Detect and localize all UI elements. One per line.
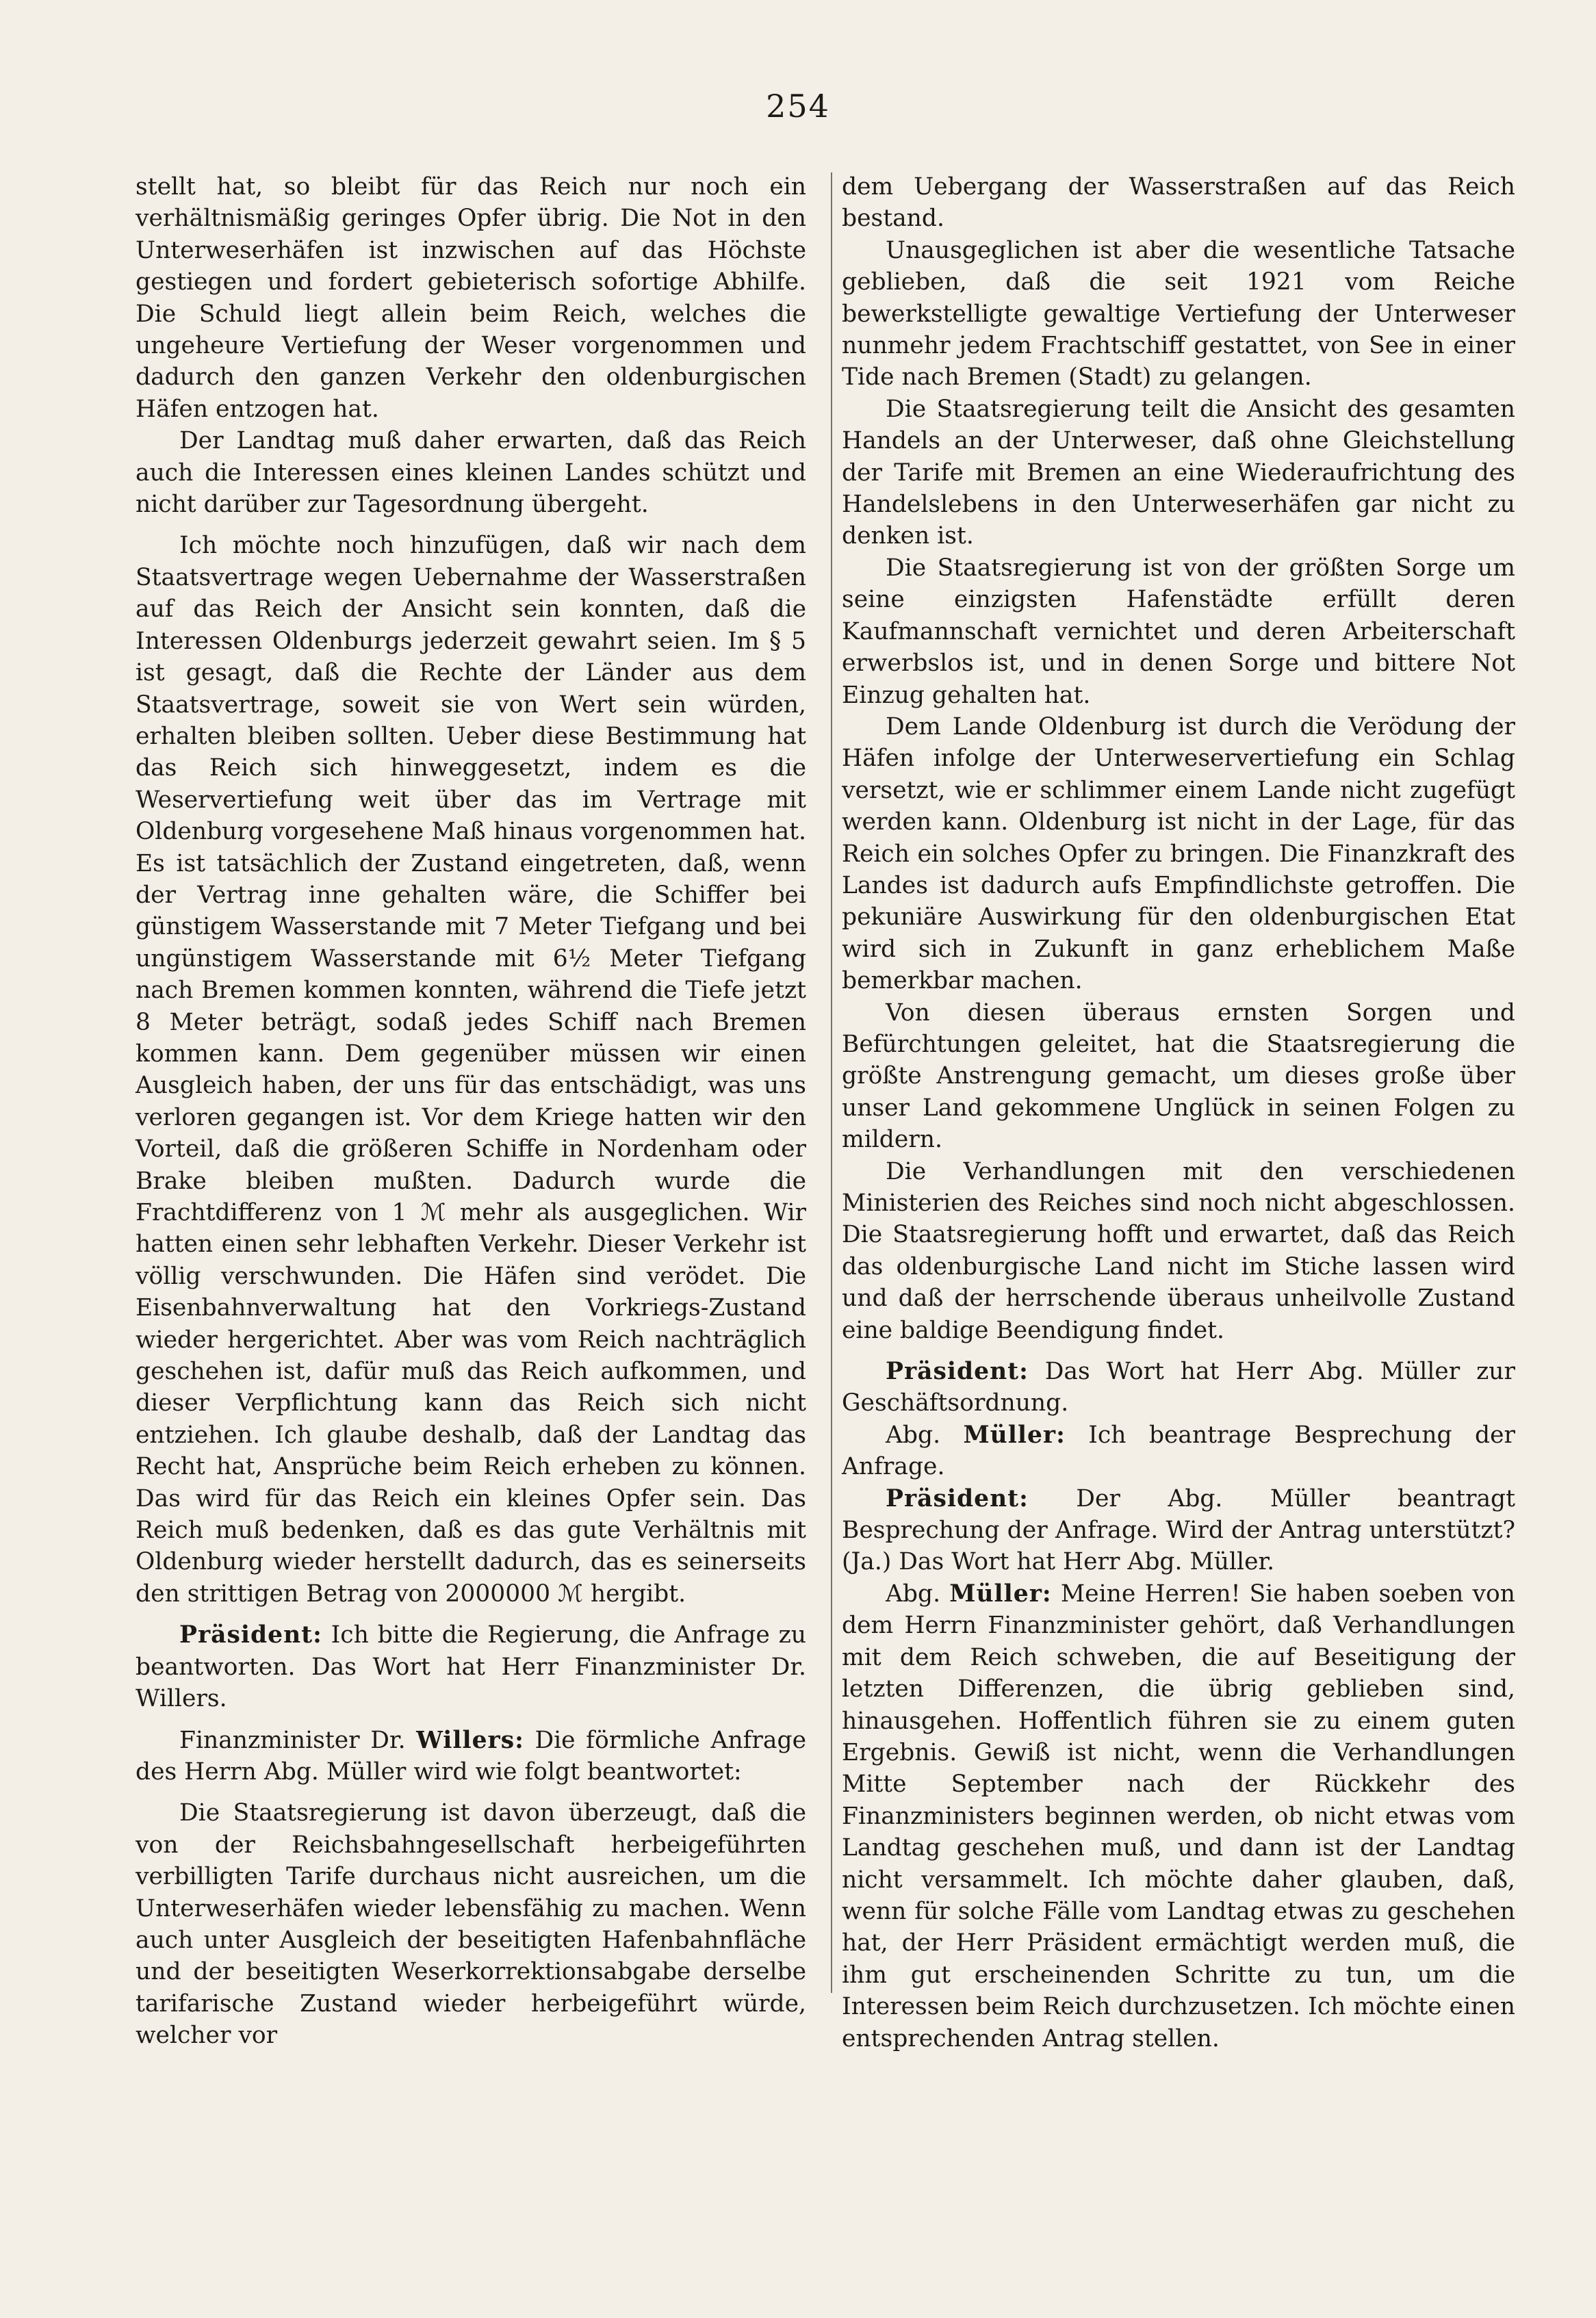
paragraph-text: Ich beantrage Besprechung der Anfrage. — [842, 1421, 1515, 1481]
paragraph — [136, 425, 806, 520]
paragraph — [136, 171, 806, 425]
paragraph-text: Die Verhandlungen mit den verschiedenen Ministerien des Reiches sind noch nicht abgeschlossen. Die Staatsregierung hofft und erwartet, daß das Reich das oldenburgische Land nicht im Stiche lassen wird und daß der herrschende überaus unheilvolle Zustand eine baldige Beendigung findet. — [842, 1157, 1515, 1344]
speaker-name: Müller: — [963, 1421, 1066, 1449]
paragraph-text: Von diesen überaus ernsten Sorgen und Befürchtungen geleitet, hat die Staatsregierung die größte Anstrengung gemacht, um dieses große über unser Land gekommene Unglück in seinen Folgen zu mildern. — [842, 999, 1515, 1154]
paragraph-text: Ich möchte noch hinzufügen, daß wir nach dem Staatsvertrage wegen Uebernahme der Wasserstraßen auf das Reich der Ansicht sein konnten, daß die Interessen Oldenburgs jederzeit gewahrt seien. Im § 5 ist gesagt, daß die Rechte der Länder aus dem Staatsvertrage, soweit sie von Wert sein würden, erhalten bleiben sollten. Ueber diese Bestimmung hat das Reich sich hinweggesetzt, indem es die Weservertiefung weit über das im Vertrage mit Oldenburg vorgesehene Maß hinaus vorgenommen hat. Es ist tatsächlich der Zustand eingetreten, daß, wenn der Vertrag inne gehalten wäre, die Schiffer bei günstigem Wasserstande mit 7 Meter Tiefgang und bei ungünstigem Wasserstande mit 6½ Meter Tiefgang nach Bremen kommen konnten, während die Tiefe jetzt 8 Meter beträgt, sodaß jedes Schiff nach Bremen kommen kann. Dem gegenüber müssen wir einen Ausgleich haben, der uns für das entschädigt, was uns verloren gegangen ist. Vor dem Kriege hatten wir den Vorteil, daß die größeren Schiffe in Nordenham oder Brake bleiben mußten. Dadurch wurde die Frachtdifferenz von 1 ℳ mehr als ausgeglichen. Wir hatten einen sehr lebhaften Verkehr. Dieser Verkehr ist völlig verschwunden. Die Häfen sind verödet. Die Eisenbahnverwaltung hat den Vorkriegs-Zustand wieder hergerichtet. Aber was vom Reich nachträglich geschehen ist, dafür muß das Reich aufkommen, und dieser Verpflichtung kann das Reich sich nicht entziehen. Ich glaube deshalb, daß der Landtag das Recht hat, Ansprüche beim Reich erheben zu können. Das wird für das Reich ein kleines Opfer sein. Das Reich muß bedenken, daß es das gute Verhältnis mit Oldenburg wieder herstellt dadurch, das es seinerseits den strittigen Betrag von 2000000 ℳ hergibt. — [136, 532, 806, 1608]
speaker-prefix: Abg. — [886, 1580, 950, 1608]
paragraph-text: Die Staatsregierung ist davon überzeugt, daß die von der Reichsbahngesellschaft herbeigeführten verbilligten Tarife durchaus nicht ausreichen, um die Unterweserhäfen wieder lebensfähig zu machen. Wenn auch unter Ausgleich der beseitigten Hafenbahnfläche und der beseitigten Weserkorrektionsabgabe derselbe tarifarische Zustand wieder herbeigeführt würde, welcher vor — [136, 1799, 806, 2050]
right-column — [842, 171, 1515, 2055]
speaker-name: Willers: — [416, 1726, 524, 1754]
paragraph — [842, 1483, 1515, 1578]
speaker-prefix: Finanzminister Dr. — [179, 1726, 417, 1754]
paragraph — [842, 235, 1515, 394]
paragraph-text: Der Abg. Müller beantragt Besprechung der Anfrage. Wird der Antrag unterstützt? (Ja.) Das Wort hat Herr Abg. Müller. — [842, 1484, 1515, 1576]
paragraph — [842, 552, 1515, 711]
paragraph-text: Unausgeglichen ist aber die wesentliche Tatsache geblieben, daß die seit 1921 vom Reiche bewerkstelligte gewaltige Vertiefung der Unterweser nunmehr jedem Frachtschiff gestattet, von See in einer Tide nach Bremen (Stadt) zu gelangen. — [842, 236, 1515, 391]
paragraph-text: Die Staatsregierung teilt die Ansicht des gesamten Handels an der Unterweser, daß ohne Gleichstellung der Tarife mit Bremen an eine Wiederaufrichtung des Handelslebens in den Unterweserhäfen gar nicht zu denken ist. — [842, 395, 1515, 550]
left-column — [136, 171, 806, 2052]
paragraph-text: Das Wort hat Herr Abg. Müller zur Geschäftsordnung. — [842, 1358, 1515, 1417]
speaker-name: Präsident: — [886, 1358, 1029, 1386]
paragraph-text: stellt hat, so bleibt für das Reich nur noch ein verhältnismäßig geringes Opfer übrig. Die Not in den Unterweserhäfen ist inzwischen auf das Höchste gestiegen und fordert gebieterisch sofortige Abhilfe. Die Schuld liegt allein beim Reich, welches die ungeheure Vertiefung der Weser vorgenommen und dadurch den ganzen Verkehr den oldenburgischen Häfen entzogen hat. — [136, 173, 806, 423]
speaker-name: Präsident: — [886, 1484, 1029, 1512]
paragraph-text: Dem Lande Oldenburg ist durch die Verödung der Häfen infolge der Unterweservertiefung ein Schlag versetzt, wie er schlimmer einem Lande nicht zugefügt werden kann. Oldenburg ist nicht in der Lage, für das Reich ein solches Opfer zu bringen. Die Finanzkraft des Landes ist dadurch aufs Empfindlichste getroffen. Die pekuniäre Auswirkung für den oldenburgischen Etat wird sich in Zukunft in ganz erheblichem Maße bemerkbar machen. — [842, 712, 1515, 995]
page-number: 254 — [766, 88, 830, 125]
paragraph — [842, 171, 1515, 235]
paragraph — [842, 1156, 1515, 1346]
paragraph-text: Der Landtag muß daher erwarten, daß das Reich auch die Interessen eines kleinen Landes schützt und nicht darüber zur Tagesordnung übergeht. — [136, 427, 806, 519]
paragraph — [842, 711, 1515, 997]
paragraph — [842, 1356, 1515, 1419]
paragraph — [136, 1725, 806, 1788]
paragraph-text: dem Uebergang der Wasserstraßen auf das Reich bestand. — [842, 173, 1515, 233]
speaker-name: Müller: — [949, 1580, 1052, 1608]
speaker-name: Präsident: — [179, 1621, 322, 1649]
paragraph — [842, 997, 1515, 1156]
paragraph — [842, 1419, 1515, 1483]
paragraph — [136, 530, 806, 1610]
paragraph — [842, 1578, 1515, 2055]
paragraph — [136, 1619, 806, 1714]
speaker-prefix: Abg. — [886, 1421, 964, 1449]
paragraph-text: Ich bitte die Regierung, die Anfrage zu beantworten. Das Wort hat Herr Finanzminister Dr. Willers. — [136, 1621, 806, 1713]
paragraph-text: Die förmliche Anfrage des Herrn Abg. Müller wird wie folgt beantwortet: — [136, 1726, 806, 1786]
paragraph — [136, 1797, 806, 2051]
paragraph — [842, 394, 1515, 552]
paragraph-text: Meine Herren! Sie haben soeben von dem Herrn Finanzminister gehört, daß Verhandlungen mit dem Reich schweben, die auf Beseitigung der letzten Differenzen, die übrig geblieben sind, hinausgehen. Hoffentlich führen sie zu einem guten Ergebnis. Gewiß ist nicht, wenn die Verhandlungen Mitte September nach der Rückkehr des Finanzministers beginnen werden, ob nicht etwas vom Landtag geschehen muß, und dann ist der Landtag nicht versammelt. Ich möchte daher glauben, daß, wenn für solche Fälle vom Landtag etwas zu geschehen hat, der Herr Präsident ermächtigt werden muß, die ihm gut erscheinenden Schritte zu tun, um die Interessen beim Reich durchzusetzen. Ich möchte einen entsprechenden Antrag stellen. — [842, 1580, 1515, 2052]
paragraph-text: Die Staatsregierung ist von der größten Sorge um seine einzigsten Hafenstädte erfüllt deren Kaufmannschaft vernichtet und deren Arbeiterschaft erwerbslos ist, und in denen Sorge und bittere Not Einzug gehalten hat. — [842, 554, 1515, 709]
column-divider — [831, 172, 832, 1993]
